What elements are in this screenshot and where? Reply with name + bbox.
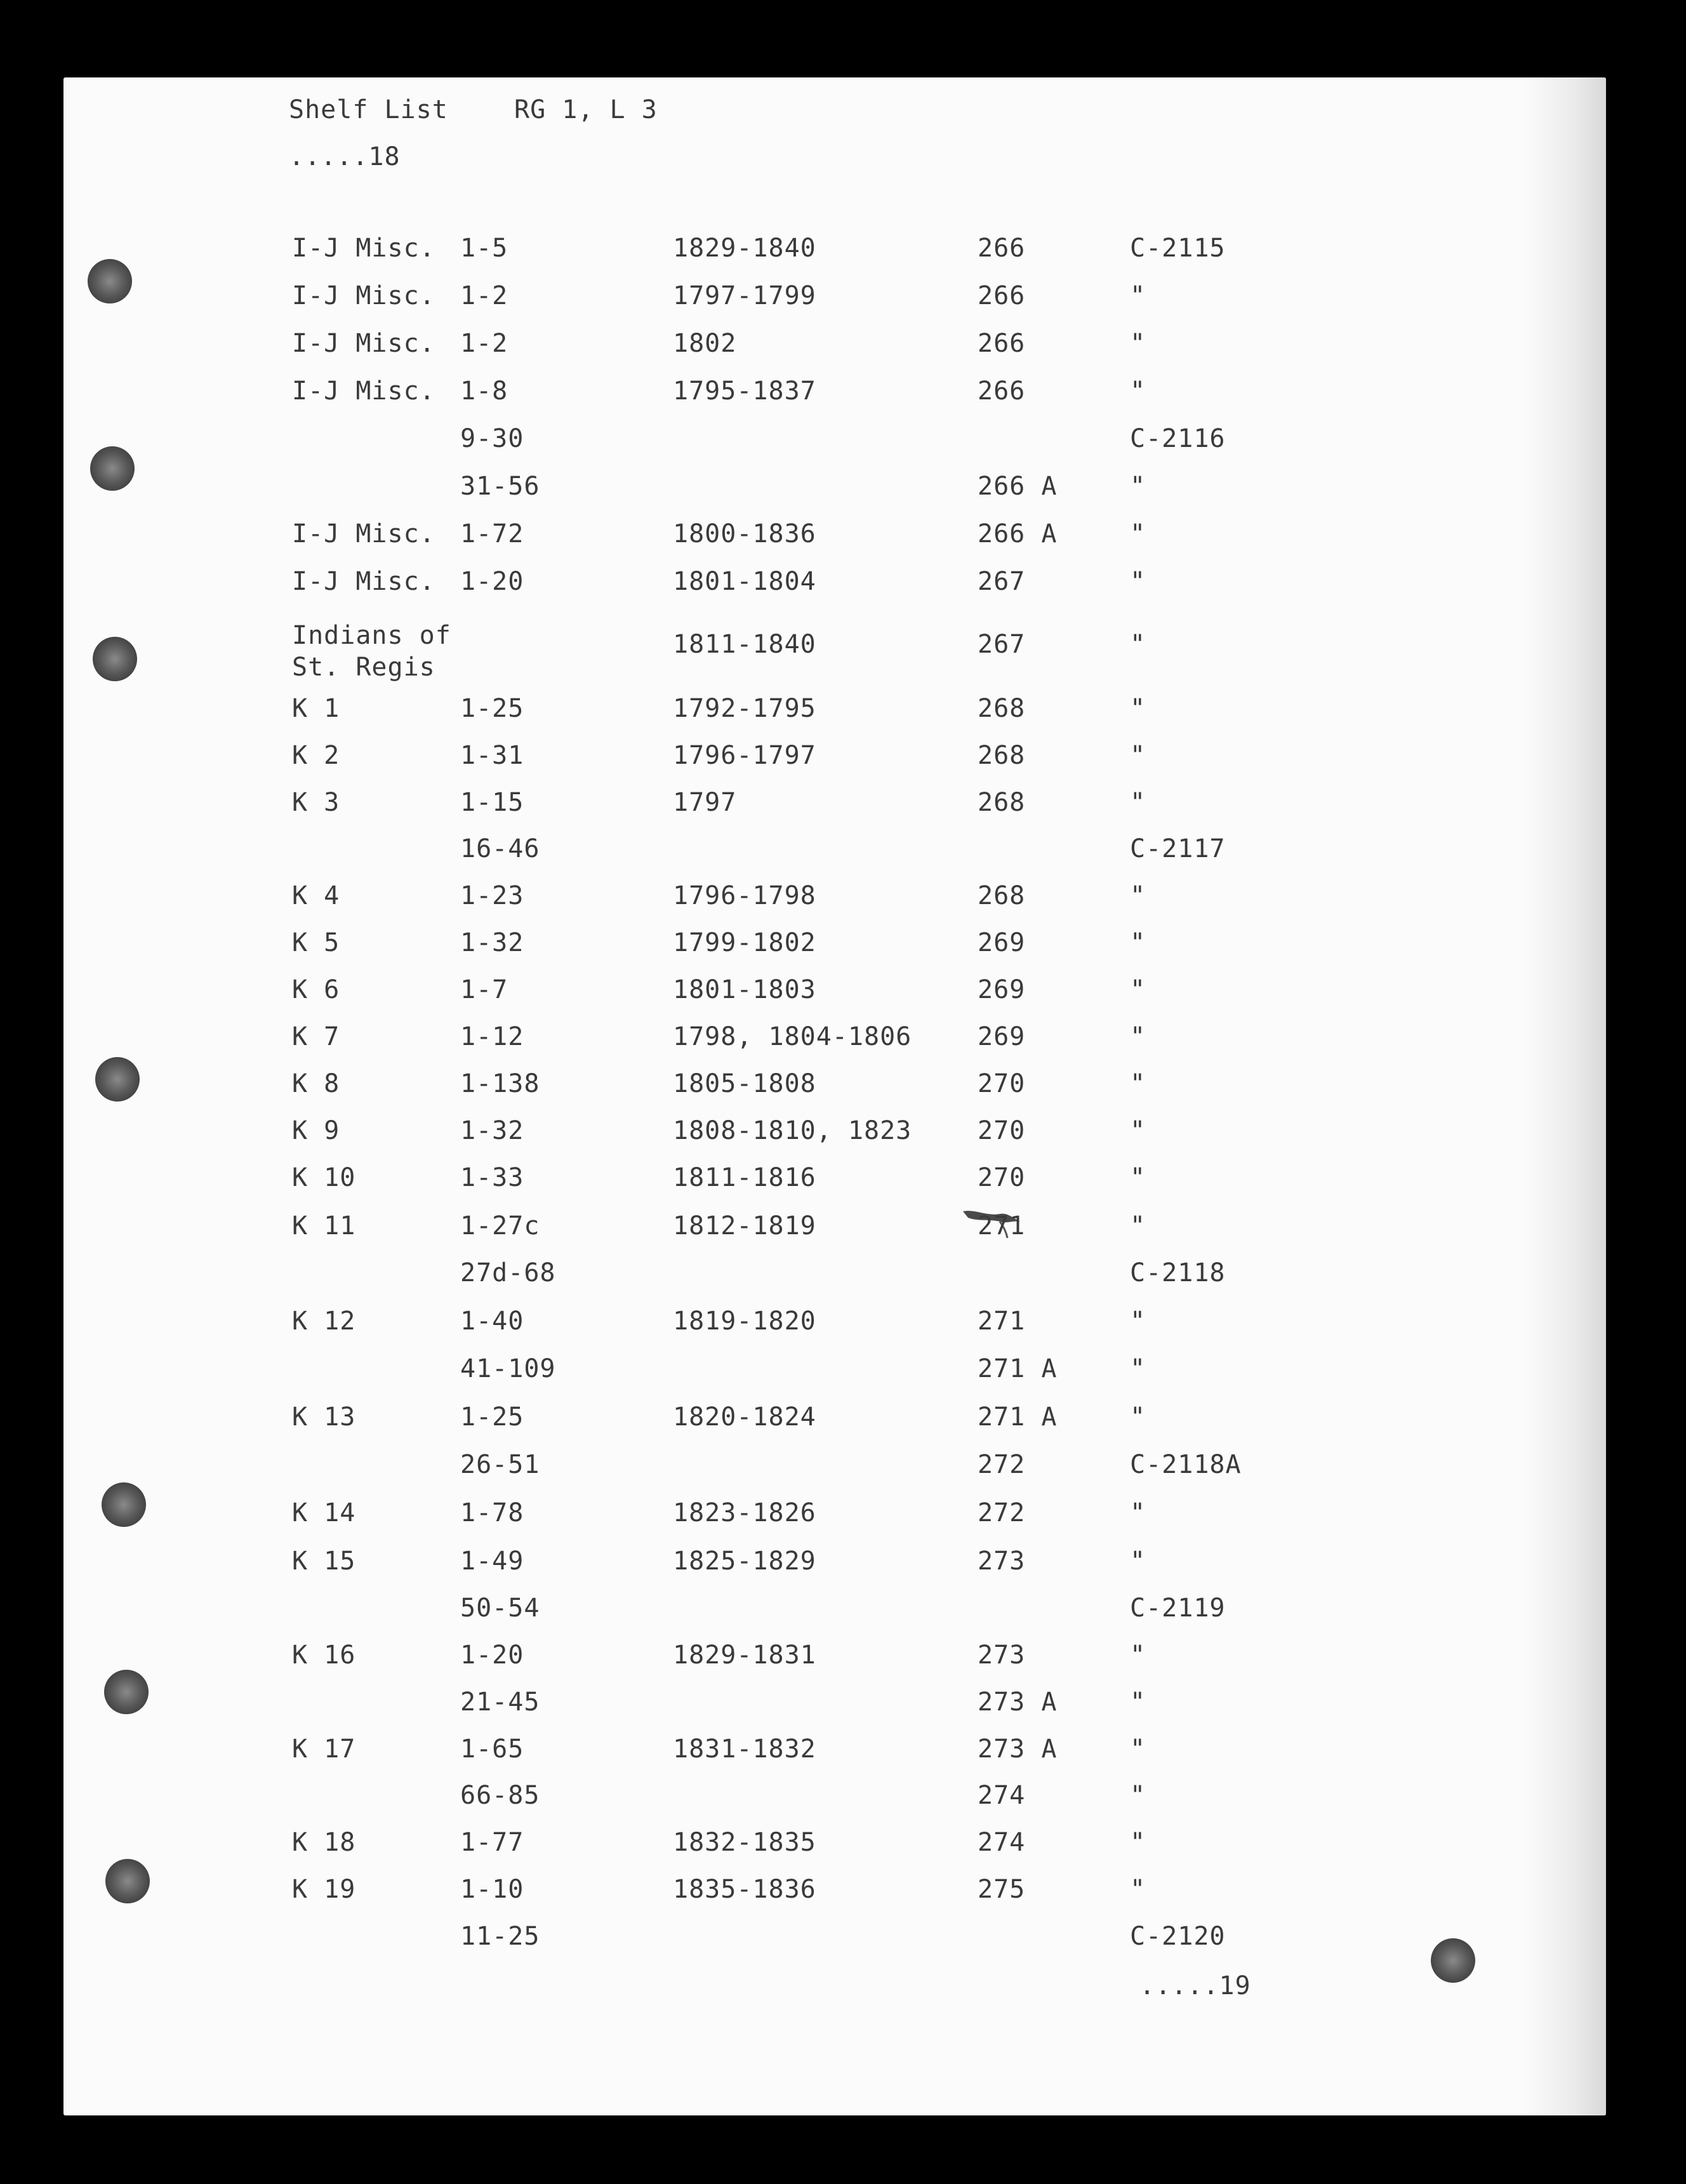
item-cell: K 15 — [292, 1547, 356, 1576]
box-cell: 270 — [978, 1116, 1026, 1145]
dates-cell: 1797-1799 — [673, 281, 816, 310]
box-cell: 274 — [978, 1828, 1026, 1857]
reel-cell: " — [1130, 472, 1146, 501]
folders-cell: 26-51 — [460, 1450, 540, 1479]
reel-cell: " — [1130, 567, 1146, 596]
box-cell: 266 A — [978, 472, 1058, 501]
reel-cell: " — [1130, 975, 1146, 1004]
table-row — [0, 329, 1686, 367]
continued-from: .....18 — [289, 142, 401, 171]
table-row — [0, 1402, 1686, 1441]
box-cell: 269 — [978, 1022, 1026, 1051]
table-row — [0, 694, 1686, 732]
reel-cell: " — [1130, 788, 1146, 817]
folders-cell: 1-20 — [460, 1641, 524, 1670]
table-row — [0, 281, 1686, 319]
box-cell: 268 — [978, 694, 1026, 723]
reel-cell: C-2118 — [1130, 1258, 1226, 1288]
table-row — [0, 1498, 1686, 1536]
folders-cell: 1-72 — [460, 519, 524, 549]
table-row — [0, 1163, 1686, 1201]
continued-to: .....19 — [1139, 1971, 1251, 2001]
table-row — [0, 472, 1686, 510]
folders-cell: 1-5 — [460, 234, 508, 263]
box-cell: 272 — [978, 1498, 1026, 1528]
folders-cell: 1-25 — [460, 1402, 524, 1432]
box-cell: 266 A — [978, 519, 1058, 549]
dates-cell: 1829-1840 — [673, 234, 816, 263]
shelf-list-title: Shelf List — [289, 95, 448, 124]
table-row — [0, 567, 1686, 605]
box-cell: 271 — [978, 1307, 1026, 1336]
table-row — [0, 788, 1686, 826]
box-cell: 271 A — [978, 1402, 1058, 1432]
item-cell: K 2 — [292, 741, 340, 770]
table-row — [0, 1828, 1686, 1866]
dates-cell: 1808-1810, 1823 — [673, 1116, 912, 1145]
folders-cell: 1-32 — [460, 928, 524, 957]
series-code: RG 1, L 3 — [514, 95, 658, 124]
table-row — [0, 881, 1686, 919]
reel-cell: " — [1130, 928, 1146, 957]
folders-cell: 1-138 — [460, 1069, 540, 1098]
box-cell: 269 — [978, 975, 1026, 1004]
folders-cell: 1-77 — [460, 1828, 524, 1857]
folders-cell: 66-85 — [460, 1781, 540, 1810]
table-row — [0, 519, 1686, 557]
box-cell: 271 A — [978, 1354, 1058, 1383]
box-cell: 275 — [978, 1875, 1026, 1904]
box-cell: 273 A — [978, 1688, 1058, 1717]
item-cell: K 12 — [292, 1307, 356, 1336]
box-cell: 266 — [978, 281, 1026, 310]
reel-cell: " — [1130, 1688, 1146, 1717]
reel-cell: " — [1130, 694, 1146, 723]
folders-cell: 1-7 — [460, 975, 508, 1004]
folders-cell: 1-12 — [460, 1022, 524, 1051]
reel-cell: C-2120 — [1130, 1922, 1226, 1951]
reel-cell: " — [1130, 881, 1146, 910]
reel-cell: " — [1130, 1735, 1146, 1764]
reel-cell: " — [1130, 741, 1146, 770]
reel-cell: " — [1130, 1828, 1146, 1857]
table-row — [0, 1116, 1686, 1154]
item-cell: K 13 — [292, 1402, 356, 1432]
folders-cell: 1-2 — [460, 329, 508, 358]
dates-cell: 1819-1820 — [673, 1307, 816, 1336]
table-row — [0, 1022, 1686, 1060]
table-row — [0, 1641, 1686, 1679]
folders-cell: 1-15 — [460, 788, 524, 817]
folders-cell: 41-109 — [460, 1354, 556, 1383]
box-cell: 273 A — [978, 1735, 1058, 1764]
box-cell: 266 — [978, 329, 1026, 358]
reel-cell: " — [1130, 1022, 1146, 1051]
folders-cell: 27d-68 — [460, 1258, 556, 1288]
dates-cell: 1811-1840 — [673, 630, 816, 659]
dates-cell: 1811-1816 — [673, 1163, 816, 1192]
reel-cell: " — [1130, 1875, 1146, 1904]
box-cell: 270 — [978, 1069, 1026, 1098]
box-cell: 266 — [978, 376, 1026, 406]
item-cell: K 19 — [292, 1875, 356, 1904]
item-cell: K 18 — [292, 1828, 356, 1857]
dates-cell: 1798, 1804-1806 — [673, 1022, 912, 1051]
reel-cell: C-2116 — [1130, 424, 1226, 453]
folders-cell: 16-46 — [460, 834, 540, 863]
folders-cell: 1-78 — [460, 1498, 524, 1528]
reel-cell: " — [1130, 519, 1146, 549]
box-cell: 273 — [978, 1641, 1026, 1670]
item-cell: K 6 — [292, 975, 340, 1004]
item-cell: K 8 — [292, 1069, 340, 1098]
reel-cell: " — [1130, 630, 1146, 659]
reel-cell: " — [1130, 376, 1146, 406]
dates-cell: 1820-1824 — [673, 1402, 816, 1432]
box-cell: 268 — [978, 881, 1026, 910]
box-cell: 270 — [978, 1163, 1026, 1192]
dates-cell: 1797 — [673, 788, 737, 817]
box-cell: 266 — [978, 234, 1026, 263]
box-cell: 268 — [978, 741, 1026, 770]
folders-cell: 1-8 — [460, 376, 508, 406]
table-row — [0, 1922, 1686, 1960]
table-row — [0, 1450, 1686, 1488]
reel-cell: " — [1130, 329, 1146, 358]
reel-cell: C-2118A — [1130, 1450, 1242, 1479]
reel-cell: C-2117 — [1130, 834, 1226, 863]
reel-cell: " — [1130, 1402, 1146, 1432]
folders-cell: 1-31 — [460, 741, 524, 770]
folders-cell: 50-54 — [460, 1594, 540, 1623]
folders-cell: 1-27c — [460, 1211, 540, 1241]
box-cell: 274 — [978, 1781, 1026, 1810]
item-cell: K 9 — [292, 1116, 340, 1145]
reel-cell: " — [1130, 1547, 1146, 1576]
item-cell: K 14 — [292, 1498, 356, 1528]
folders-cell: 21-45 — [460, 1688, 540, 1717]
reel-cell: " — [1130, 1116, 1146, 1145]
folders-cell: 9-30 — [460, 424, 524, 453]
folders-cell: 11-25 — [460, 1922, 540, 1951]
folders-cell: 1-20 — [460, 567, 524, 596]
item-cell: K 10 — [292, 1163, 356, 1192]
dates-cell: 1805-1808 — [673, 1069, 816, 1098]
reel-cell: " — [1130, 1498, 1146, 1528]
box-cell: 271 — [978, 1211, 1026, 1241]
table-row — [0, 1069, 1686, 1107]
dates-cell: 1835-1836 — [673, 1875, 816, 1904]
reel-cell: C-2119 — [1130, 1594, 1226, 1623]
table-row — [0, 1735, 1686, 1773]
reel-cell: " — [1130, 1354, 1146, 1383]
folders-cell: 1-65 — [460, 1735, 524, 1764]
table-row — [0, 234, 1686, 272]
dates-cell: 1825-1829 — [673, 1547, 816, 1576]
dates-cell: 1800-1836 — [673, 519, 816, 549]
table-row — [0, 1547, 1686, 1585]
table-row — [0, 1211, 1686, 1249]
folders-cell: 31-56 — [460, 472, 540, 501]
item-cell: K 11 — [292, 1211, 356, 1241]
table-row — [0, 741, 1686, 779]
item-cell: I-J Misc. — [292, 519, 435, 549]
table-row — [0, 1875, 1686, 1913]
dates-cell: 1801-1803 — [673, 975, 816, 1004]
reel-cell: " — [1130, 1069, 1146, 1098]
folders-cell: 1-25 — [460, 694, 524, 723]
folders-cell: 1-2 — [460, 281, 508, 310]
table-row — [0, 376, 1686, 415]
reel-cell: " — [1130, 281, 1146, 310]
reel-cell: " — [1130, 1641, 1146, 1670]
dates-cell: 1801-1804 — [673, 567, 816, 596]
table-row — [0, 1354, 1686, 1392]
box-cell: 273 — [978, 1547, 1026, 1576]
table-row — [0, 975, 1686, 1013]
item-cell: Indians of St. Regis — [292, 621, 451, 682]
item-cell: I-J Misc. — [292, 329, 435, 358]
table-row — [0, 1307, 1686, 1345]
table-row — [0, 1688, 1686, 1726]
folders-cell: 1-33 — [460, 1163, 524, 1192]
dates-cell: 1829-1831 — [673, 1641, 816, 1670]
folders-cell: 1-23 — [460, 881, 524, 910]
item-cell: I-J Misc. — [292, 281, 435, 310]
item-cell: K 1 — [292, 694, 340, 723]
table-row — [0, 928, 1686, 966]
folders-cell: 1-10 — [460, 1875, 524, 1904]
reel-cell: " — [1130, 1307, 1146, 1336]
dates-cell: 1831-1832 — [673, 1735, 816, 1764]
box-cell: 272 — [978, 1450, 1026, 1479]
reel-cell: " — [1130, 1163, 1146, 1192]
table-row — [0, 621, 1686, 682]
item-cell: I-J Misc. — [292, 234, 435, 263]
table-row — [0, 424, 1686, 462]
dates-cell: 1812-1819 — [673, 1211, 816, 1241]
table-row — [0, 1781, 1686, 1819]
dates-cell: 1792-1795 — [673, 694, 816, 723]
folders-cell: 1-40 — [460, 1307, 524, 1336]
dates-cell: 1823-1826 — [673, 1498, 816, 1528]
folders-cell: 1-49 — [460, 1547, 524, 1576]
item-cell: K 7 — [292, 1022, 340, 1051]
item-cell: I-J Misc. — [292, 376, 435, 406]
box-cell: 267 — [978, 630, 1026, 659]
dates-cell: 1799-1802 — [673, 928, 816, 957]
table-row — [0, 1594, 1686, 1632]
reel-cell: C-2115 — [1130, 234, 1226, 263]
item-cell: K 17 — [292, 1735, 356, 1764]
item-cell: K 4 — [292, 881, 340, 910]
dates-cell: 1832-1835 — [673, 1828, 816, 1857]
dates-cell: 1796-1797 — [673, 741, 816, 770]
table-row — [0, 834, 1686, 872]
reel-cell: " — [1130, 1211, 1146, 1241]
dates-cell: 1796-1798 — [673, 881, 816, 910]
box-cell: 269 — [978, 928, 1026, 957]
item-cell: K 5 — [292, 928, 340, 957]
dates-cell: 1795-1837 — [673, 376, 816, 406]
box-cell: 267 — [978, 567, 1026, 596]
reel-cell: " — [1130, 1781, 1146, 1810]
folders-cell: 1-32 — [460, 1116, 524, 1145]
item-cell: I-J Misc. — [292, 567, 435, 596]
dates-cell: 1802 — [673, 329, 737, 358]
table-row — [0, 1258, 1686, 1296]
item-cell: K 16 — [292, 1641, 356, 1670]
box-cell: 268 — [978, 788, 1026, 817]
item-cell: K 3 — [292, 788, 340, 817]
